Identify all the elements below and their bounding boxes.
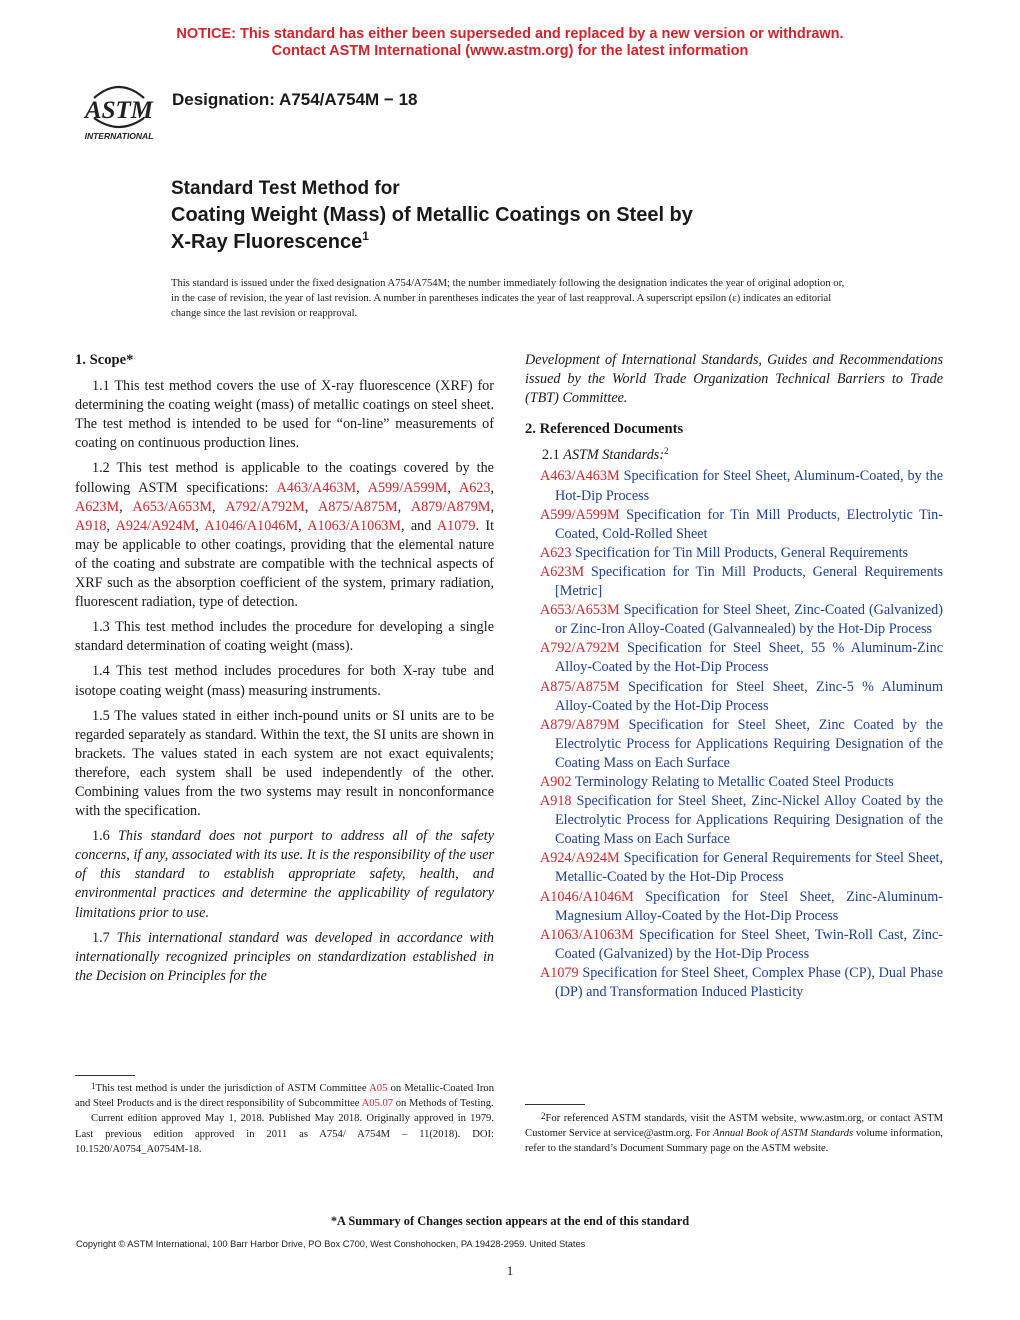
- copyright-line: Copyright © ASTM International, 100 Barr Harbor Drive, PO Box C700, West Conshohocken, PA 19428-2959. United States: [76, 1239, 586, 1249]
- right-column: [525, 351, 943, 1002]
- committee-link[interactable]: A05: [369, 1083, 388, 1094]
- standard-title[interactable]: Specification for Steel Sheet, Zinc-Aluminum-Magnesium Alloy-Coated by the Hot-Dip Process: [555, 888, 943, 924]
- referenced-standard-item: [540, 792, 943, 849]
- standard-code-link[interactable]: A902: [540, 773, 572, 790]
- ref-link[interactable]: A1046/A1046M: [204, 517, 299, 534]
- para-1-3: 1.3 This test method includes the procedure for developing a single standard determination of coating weight (mass).: [75, 619, 494, 655]
- ref-link[interactable]: A653/A653M: [132, 498, 212, 515]
- para-1-4: 1.4 This test method includes procedures for both X-ray tube and isotope coating weight (mass) measuring instruments.: [75, 663, 494, 699]
- ref-link[interactable]: A1079: [436, 517, 476, 534]
- notice-line-1: NOTICE: This standard has either been superseded and replaced by a new version or withdrawn.: [176, 26, 844, 42]
- footnote-rule: [525, 1104, 585, 1105]
- ref-link[interactable]: A875/A875M: [318, 498, 398, 515]
- referenced-standard-item: [540, 888, 943, 926]
- referenced-standard-item: [540, 926, 943, 964]
- standard-code-link[interactable]: A924/A924M: [540, 850, 620, 867]
- subcommittee-link[interactable]: A05.07: [361, 1098, 394, 1110]
- standard-code-link[interactable]: A1079: [540, 964, 579, 981]
- standard-title[interactable]: Specification for Steel Sheet, Zinc-5 % Aluminum Alloy-Coated by the Hot-Dip Process: [555, 678, 944, 714]
- standard-code-link[interactable]: A1063/A1063M: [540, 926, 634, 943]
- title-line-2: Coating Weight (Mass) of Metallic Coatings on Steel by: [171, 204, 693, 226]
- standard-code-link[interactable]: A623: [540, 544, 572, 561]
- document-title: [171, 175, 931, 256]
- standard-code-link[interactable]: A875/A875M: [540, 678, 620, 695]
- para-1-2: 1.2 This test method is applicable to the coatings covered by the following ASTM specifications: A463/A463M, A599/A599M, A623, A623M, A653/A653M, A792/A792M, A875/A875M, A879/A879M, A918, A924/A924M, A1046/A1046M, A1063/A1063M, and A1079. It may be applicable to other coatings, providing that the elemental nature of the coating and substrate are compatible with the technical aspects of XRF such as the absorption coefficient of the system, primary radiation, fluorescent radiation, type of detection.: [75, 460, 495, 611]
- referenced-standard-item: [540, 678, 943, 716]
- footnote-2: $^2$For referenced ASTM standards, visit the ASTM website, www.astm.org, or contact ASTM Customer Service at service@astm.org. For Annual Book of ASTM Standards volume information, refer to the standard’s Document Summary page on the ASTM website.: [525, 1111, 944, 1155]
- standard-code-link[interactable]: A623M: [540, 563, 585, 580]
- withdrawal-notice: [0, 26, 1020, 60]
- ref-link[interactable]: A623: [458, 479, 491, 496]
- left-column: [75, 351, 494, 986]
- referenced-standard-item: [540, 544, 943, 563]
- para-1-7-continued: Development of International Standards, Guides and Recommendations issued by the World Trade Organization Technical Barriers to Trade (TBT) Committee.: [525, 352, 943, 407]
- referenced-standard-item: [540, 964, 943, 1002]
- standard-code-link[interactable]: A1046/A1046M: [540, 888, 634, 905]
- standard-title[interactable]: Specification for Steel Sheet, Zinc-Coated (Galvanized) or Zinc-Iron Alloy-Coated (Galvannealed) by the Hot-Dip Process: [555, 602, 943, 638]
- standard-code-link[interactable]: A463/A463M: [540, 468, 620, 485]
- ref-link[interactable]: A599/A599M: [367, 479, 448, 496]
- logo-subtext: INTERNATIONAL: [84, 131, 154, 141]
- referenced-standard-item: [540, 563, 943, 601]
- ref-link[interactable]: A924/A924M: [115, 517, 196, 534]
- para-2-1: 2.1 ASTM Standards:$^2$: [542, 446, 669, 464]
- standard-title[interactable]: Specification for Steel Sheet, Aluminum-Coated, by the Hot-Dip Process: [555, 468, 943, 504]
- astm-logo: [78, 78, 160, 142]
- standard-title[interactable]: Specification for Steel Sheet, Twin-Roll Cast, Zinc-Coated (Galvanized) by the Hot-Dip Process: [555, 926, 944, 962]
- ref-link[interactable]: A1063/A1063M: [307, 517, 402, 534]
- footnote-rule: [75, 1075, 135, 1076]
- ref-link[interactable]: A792/A792M: [225, 498, 305, 515]
- standard-title[interactable]: Specification for General Requirements for Steel Sheet, Metallic-Coated by the Hot-Dip Process: [555, 850, 943, 886]
- title-line-1: Standard Test Method for: [171, 178, 400, 199]
- logo-text: ASTM: [84, 97, 154, 124]
- title-line-3: X-Ray Fluorescence$^1$: [171, 229, 369, 253]
- notice-line-2: Contact ASTM International (www.astm.org) for the latest information: [271, 43, 749, 59]
- referenced-standard-item: [540, 506, 943, 544]
- ref-link[interactable]: A623M: [75, 498, 120, 515]
- standard-code-link[interactable]: A653/A653M: [540, 602, 620, 619]
- section-heading-referenced-documents: 2. Referenced Documents: [525, 421, 684, 438]
- ref-link[interactable]: A463/A463M: [276, 479, 357, 496]
- section-heading-scope: 1. Scope*: [75, 352, 134, 368]
- para-1-7: 1.7 This international standard was developed in accordance with internationally recognized principles on standardization established in the Decision on Principles for the: [75, 929, 494, 984]
- standard-title[interactable]: Specification for Tin Mill Products, Electrolytic Tin-Coated, Cold-Rolled Sheet: [555, 506, 943, 542]
- designation: Designation: A754/A754M − 18: [172, 90, 418, 109]
- standard-title[interactable]: Specification for Tin Mill Products, General Requirements: [575, 544, 909, 561]
- standard-title[interactable]: Specification for Tin Mill Products, General Requirements [Metric]: [555, 563, 944, 600]
- standard-code-link[interactable]: A792/A792M: [540, 640, 620, 657]
- footnote-1: $^1$This test method is under the jurisdiction of ASTM Committee A05 on Metallic-Coated Iron and Steel Products and is the direct responsibility of Subcommittee A05.07 on Methods of Testing. Current edition approved May 1, 2018. Published May 2018. Originally approved in 1979. Last previous edition approved in 2011 as A754/ A754M – 11(2018). DOI: 10.1520/A0754_A0754M-18.: [75, 1081, 494, 1155]
- para-1-6: 1.6 This standard does not purport to address all of the safety concerns, if any, associated with its use. It is the responsibility of the user of this standard to establish appropriate safety, health, and environmental practices and determine the applicability of regulatory limitations prior to use.: [75, 828, 494, 921]
- title-footnote-mark: 1: [362, 229, 369, 243]
- referenced-standards-list: [525, 467, 943, 1002]
- para-1-1: 1.1 This test method covers the use of X-ray fluorescence (XRF) for determining the coating weight (mass) of metallic coatings on steel sheet. The test method is intended to be used for “on-line” measurements of coating on continuous production lines.: [75, 378, 494, 452]
- standard-code-link[interactable]: A918: [540, 793, 572, 810]
- referenced-standard-item: [540, 773, 943, 792]
- standard-title[interactable]: Specification for Steel Sheet, Zinc Coated by the Electrolytic Process for Applications Requiring Designation of the Coating Mass on Each Surface: [555, 716, 943, 771]
- standard-title[interactable]: Terminology Relating to Metallic Coated Steel Products: [574, 773, 894, 790]
- standard-title[interactable]: Specification for Steel Sheet, 55 % Aluminum-Zinc Alloy-Coated by the Hot-Dip Process: [555, 640, 944, 676]
- referenced-standard-item: [540, 849, 943, 887]
- referenced-standard-item: [540, 601, 943, 639]
- standard-code-link[interactable]: A879/A879M: [540, 716, 620, 733]
- referenced-standard-item: [540, 716, 943, 773]
- standard-title[interactable]: Specification for Steel Sheet, Zinc-Nickel Alloy Coated by the Electrolytic Process for Applications Requiring Designation of the Coating Mass on Each Surface: [555, 793, 943, 848]
- ref-link[interactable]: A918: [75, 517, 107, 534]
- issuance-note: This standard is issued under the fixed designation A754/A754M; the number immediately following the designation indicates the year of original adoption or, in the case of revision, the year of last revision. A number in parentheses indicates the year of last reapproval. A superscript epsilon (ε) indicates an editorial change since the last revision or reapproval.: [171, 278, 845, 319]
- ref-link[interactable]: A879/A879M: [410, 498, 491, 515]
- summary-of-changes-note: *A Summary of Changes section appears at the end of this standard: [330, 1214, 690, 1228]
- referenced-standard-item: [540, 467, 943, 505]
- standard-code-link[interactable]: A599/A599M: [540, 506, 620, 523]
- para-1-5: 1.5 The values stated in either inch-pound units or SI units are to be regarded separately as standard. Within the text, the SI units are shown in brackets. The values stated in each system are not exact equivalents; therefore, each system shall be used independently of the other. Combining values from the two systems may result in nonconformance with the specification.: [75, 707, 494, 820]
- referenced-standard-item: [540, 639, 943, 677]
- page-number: 1: [506, 1263, 514, 1278]
- standard-title[interactable]: Specification for Steel Sheet, Complex Phase (CP), Dual Phase (DP) and Transformation Induced Plasticity: [555, 964, 943, 1000]
